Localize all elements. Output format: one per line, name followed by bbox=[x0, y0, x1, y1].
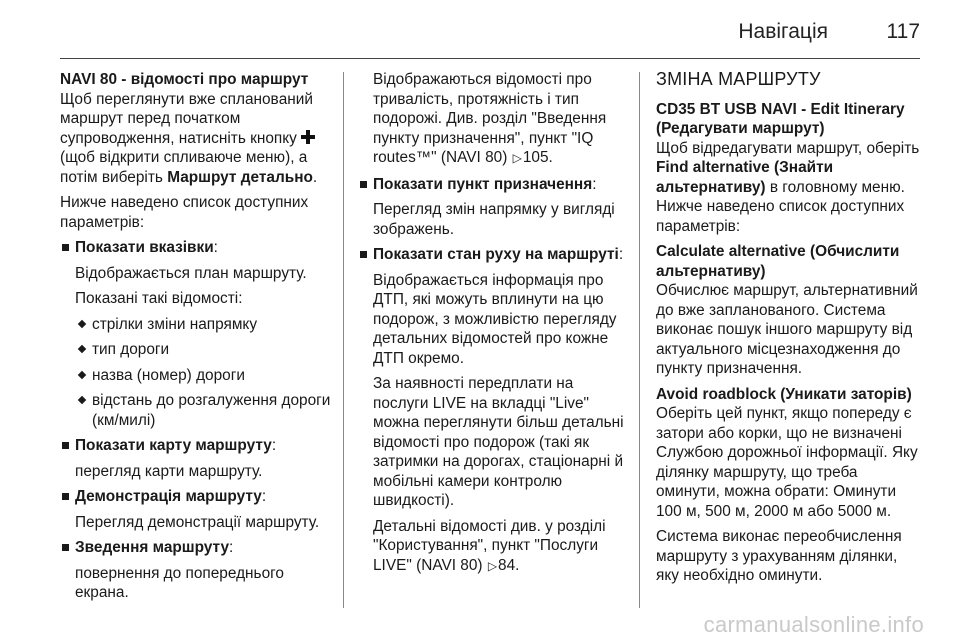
section-heading: NAVI 80 - відомості про маршрут Щоб переглянути вже сплановaний маршрут перед початком супроводження, натисніть кнопку (щоб відкрити спливаюче меню), а потім виберіть Маршрут детально. bbox=[60, 71, 318, 186]
sub-list-item: назва (номер) дороги bbox=[60, 366, 335, 386]
list-item-body: перегляд карти маршруту. bbox=[75, 462, 263, 480]
list-item: Показати карту маршруту: bbox=[60, 436, 335, 456]
list-item-body: Детальні відомості див. у розділі "Користування", пункт "Послуги LIVE" (NAVI 80) ▷84. bbox=[358, 517, 628, 577]
list-item: Показати стан руху на маршруті: bbox=[358, 245, 628, 265]
list-intro: Нижче наведено список доступних параметрів: bbox=[60, 194, 309, 231]
page-ref-icon: ▷ bbox=[487, 558, 498, 573]
page-header bbox=[0, 0, 960, 56]
column-3 bbox=[656, 70, 924, 592]
list-item: Демонстрація маршруту: bbox=[60, 487, 335, 507]
sub-heading: CD35 BT USB NAVI - Edit Itinerary (Редагувати маршрут) Щоб відредагувати маршрут, оберіть Find alternative (Знайти альтернативу) в головному меню. Нижче наведено список доступних параметрів: bbox=[656, 100, 920, 235]
page-number: 117 bbox=[886, 20, 920, 43]
option: Avoid roadblock (Уникати заторів) Оберіть цей пункт, якщо попереду є затори або корки, що не визначені Службою дорожньої інформації. Яку ділянку маршруту, що треба оминути, можна обрати: Оминути 100 м, 500 м, 2000 м або 5000 м. bbox=[656, 385, 918, 520]
column-divider bbox=[343, 72, 344, 608]
list-item: Показати вказівки: bbox=[60, 238, 335, 258]
column-divider bbox=[639, 72, 640, 608]
list-item-body: Відображається план маршруту. bbox=[75, 264, 307, 282]
column-1 bbox=[60, 70, 335, 609]
list-item-body: За наявності передплати на послуги LIVE на вкладці "Live" можна переглянути більш детальні відомості про подорож (такі як затримки на дорогах, стаціонарні й мобільні камери контролю швидкості). bbox=[373, 375, 624, 509]
list-item-body: повернення до попереднього екрана. bbox=[75, 564, 284, 601]
watermark: carmanualsonline.info bbox=[703, 612, 924, 637]
list-item-body: Перегляд змін напрямку у вигляді зображень. bbox=[373, 201, 615, 238]
paragraph: Система виконає переобчислення маршруту з урахуванням ділянки, яку необхідно оминути. bbox=[656, 528, 902, 584]
sub-list-item: тип дороги bbox=[60, 340, 335, 360]
list-item: Зведення маршруту: bbox=[60, 538, 335, 558]
list-item-body: Відображаються відомості про тривалість, протяжність і тип подорожі. Див. розділ "Введення пункту призначення", пункт "IQ routes™" (NAVI 80) ▷105. bbox=[358, 70, 628, 169]
list-item-body: Відображається інформація про ДТП, які можуть вплинути на цю подорож, з можливістю перегляду детальних відомостей про кожне ДТП окремо. bbox=[373, 271, 617, 367]
list-item-body: Перегляд демонстрації маршруту. bbox=[75, 513, 320, 531]
header-title: Навігація bbox=[738, 20, 828, 43]
plus-icon bbox=[301, 130, 315, 144]
page-ref-icon: ▷ bbox=[512, 151, 522, 165]
header-rule bbox=[60, 58, 920, 59]
sub-list-item: стрілки зміни напрямку bbox=[60, 315, 335, 335]
sub-list-item: відстань до розгалуження дороги (км/милі) bbox=[60, 391, 335, 430]
section-title: ЗМІНА МАРШРУТУ bbox=[656, 69, 821, 89]
column-2 bbox=[358, 70, 628, 582]
option: Calculate alternative (Обчислити альтернативу) Обчислює маршрут, альтернативний до вже запланованого. Система виконає пошук іншого маршруту від актуального місцезнаходження до пункту призначення. bbox=[656, 243, 918, 377]
list-item: Показати пункт призначення: bbox=[358, 175, 628, 195]
list-item-body: Показані такі відомості: bbox=[75, 290, 243, 307]
